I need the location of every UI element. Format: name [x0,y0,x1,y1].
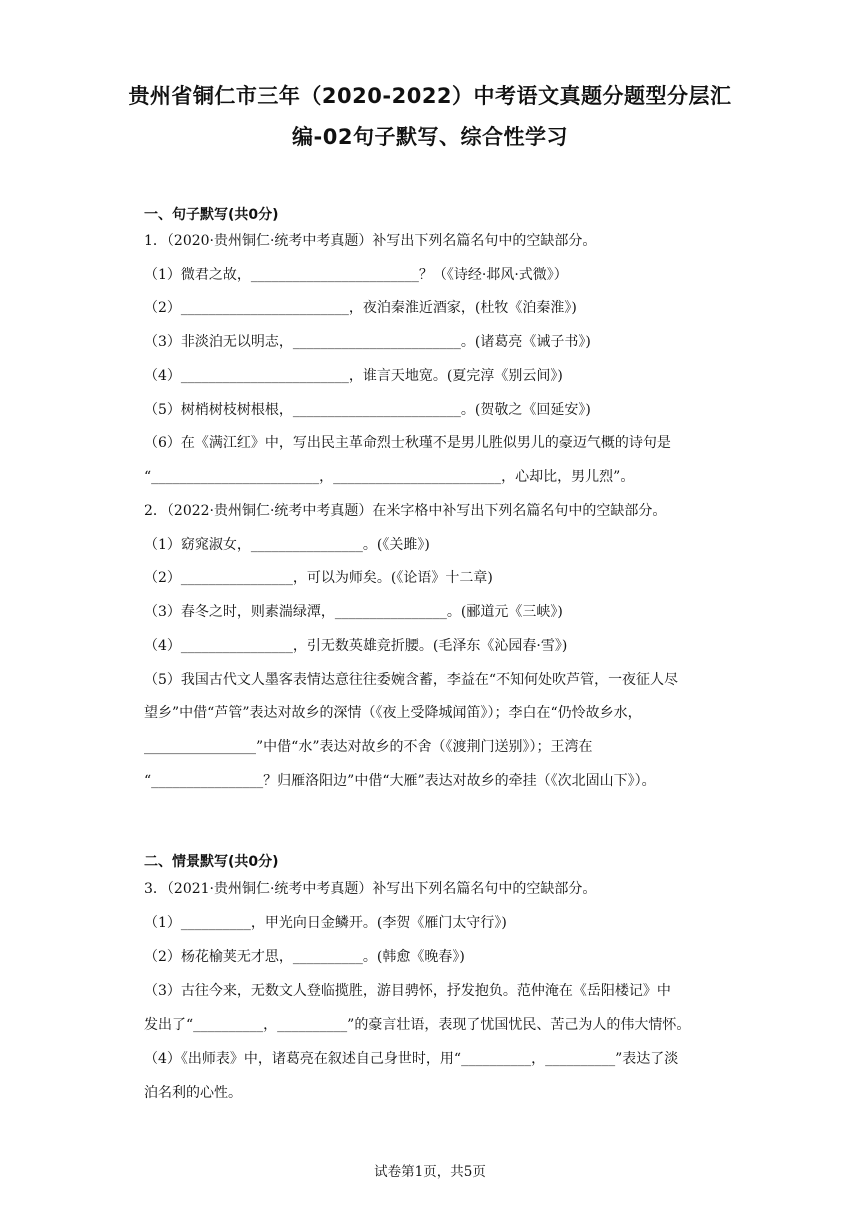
question-2-item-5-continued: 望乡”中借“芦管”表达对故乡的深情（《夜上受降城闻笛》）；李白在“仍怜故乡水， [144,705,642,721]
question-1-item-6-continued: “________________________，________________________，心却比，男儿烈”。 [144,469,635,485]
page-title-line-2: 编-02句子默写、综合性学习 [292,125,568,149]
question-2-item-5-continued: ________________”中借“水”表达对故乡的不舍（《渡荆门送别》）；王湾在 [144,739,593,755]
question-3-item-3: （3）古往今来，无数文人登临揽胜，游目骋怀，抒发抱负。范仲淹在《岳阳楼记》中 [144,983,671,999]
question-1-item-4: （4）________________________，谁言天地宽。(夏完淳《别云间》) [144,368,563,384]
question-1-item-1: （1）微君之故，________________________？（《诗经·邶风·式微》） [144,267,568,283]
question-3-item-4-continued: 泊名利的心性。 [144,1085,242,1101]
question-2-item-2: （2）________________，可以为师矣。(《论语》十二章) [144,570,493,586]
question-3-stem: 3．（2021·贵州铜仁·统考中考真题）补写出下列名篇名句中的空缺部分。 [144,881,597,897]
question-2-item-4: （4）________________，引无数英雄竞折腰。(毛泽东《沁园春·雪》) [144,638,568,654]
page-footer: 试卷第1页，共5页 [374,1164,486,1180]
question-3-item-1: （1）__________，甲光向日金鳞开。(李贺《雁门太守行》) [144,915,507,931]
question-1-stem: 1．（2020·贵州铜仁·统考中考真题）补写出下列名篇名句中的空缺部分。 [144,233,597,249]
question-1-item-3: （3）非淡泊无以明志，________________________。(诸葛亮《诫子书》) [144,334,591,350]
question-3-item-2: （2）杨花榆荚无才思，__________。(韩愈《晚春》) [144,949,465,965]
question-2-stem: 2．（2022·贵州铜仁·统考中考真题）在米字格中补写出下列名篇名句中的空缺部分。 [144,503,667,519]
question-1-item-5: （5）树梢树枝树根根，________________________。(贺敬之《回延安》) [144,402,591,418]
question-2-item-5-continued: “________________？归雁洛阳边”中借“大雁”表达对故乡的牵挂（《次北固山下》）。 [144,773,656,789]
page-title-line-1: 贵州省铜仁市三年（2020-2022）中考语文真题分题型分层汇 [128,84,732,108]
question-1-item-6: （6）在《满江红》中，写出民主革命烈士秋瑾不是男儿胜似男儿的豪迈气概的诗句是 [144,435,671,451]
question-3-item-4: （4）《出师表》中，诸葛亮在叙述自己身世时，用“__________，__________”表达了淡 [144,1051,679,1067]
question-2-item-5: （5）我国古代文人墨客表情达意往往委婉含蓄，李益在“不知何处吹芦管，一夜征人尽 [144,672,679,688]
question-2-item-3: （3）春冬之时，则素湍绿潭，________________。(郦道元《三峡》) [144,604,563,620]
section-heading-scene-dictation: 二、情景默写(共0分) [144,854,279,870]
question-1-item-2: （2）________________________，夜泊秦淮近酒家，(杜牧《泊秦淮》) [144,300,577,316]
section-heading-sentence-dictation: 一、句子默写(共0分) [144,207,279,223]
question-3-item-3-continued: 发出了“__________，__________”的豪言壮语，表现了忧国忧民、苦己为人的伟大情怀。 [144,1017,691,1033]
question-2-item-1: （1）窈窕淑女，________________。(《关雎》) [144,537,430,553]
